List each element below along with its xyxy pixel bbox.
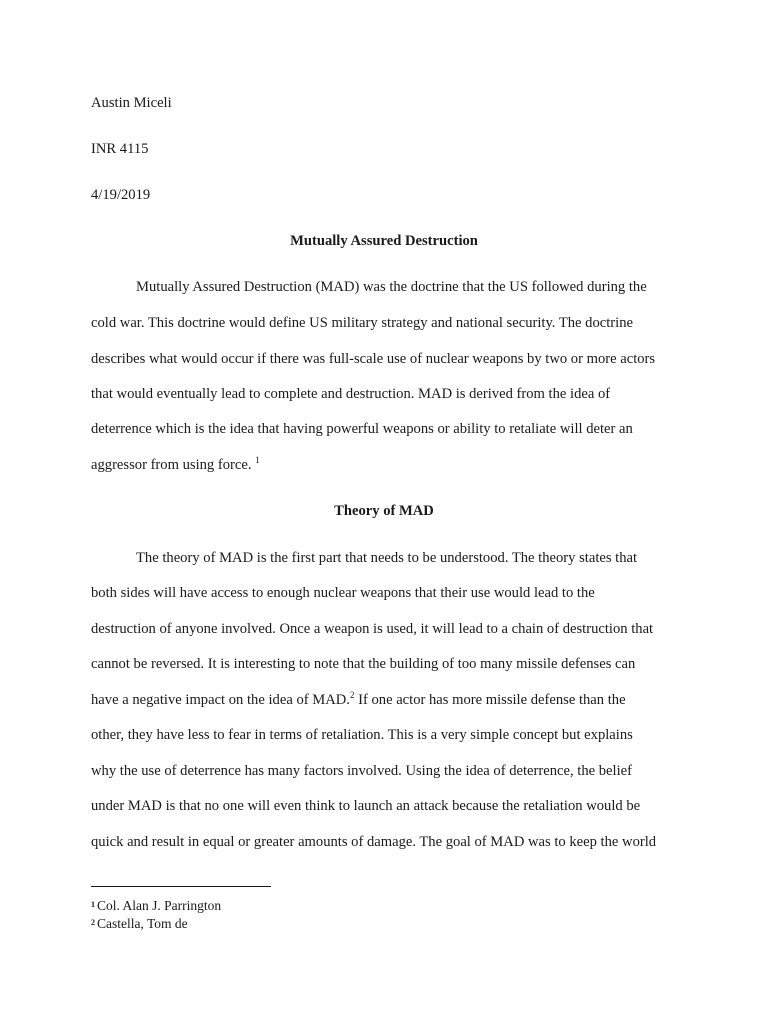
footnote-mark: 1 (91, 900, 95, 909)
paragraph-line: destruction of anyone involved. Once a weapon is used, it will lead to a chain of destruction that (91, 621, 654, 637)
footnote-ref: 1 (255, 455, 260, 466)
paragraph-line: quick and result in equal or greater amounts of damage. The goal of MAD was to keep the world (91, 834, 657, 850)
paragraph-line: deterrence which is the idea that having powerful weapons or ability to retaliate will deter an (91, 421, 633, 437)
line-text: aggressor from using force. (91, 457, 256, 473)
paragraph-line: why the use of deterrence has many factors involved. Using the idea of deterrence, the belief (91, 763, 632, 779)
author-name: Austin Miceli (91, 95, 172, 111)
footnote-ref: 2 (349, 690, 355, 701)
paragraph-line: cannot be reversed. It is interesting to note that the building of too many missile defenses can (91, 656, 636, 672)
footnote-text: Castella, Tom de (97, 916, 188, 931)
line-text: If one actor has more missile defense than the (354, 692, 626, 708)
footnote-mark: 2 (91, 918, 95, 927)
footnote-2 (91, 914, 188, 932)
paragraph-line: that would eventually lead to complete and destruction. MAD is derived from the idea of (91, 386, 611, 402)
paragraph-line: other, they have less to fear in terms of retaliation. This is a very simple concept but explains (91, 727, 633, 743)
footnote-separator (91, 886, 271, 887)
document-date: 4/19/2019 (91, 187, 151, 203)
paragraph-line (91, 691, 626, 709)
footnote-text: Col. Alan J. Parrington (97, 898, 222, 913)
paragraph-line: The theory of MAD is the first part that needs to be understood. The theory states that (136, 550, 638, 566)
course-code: INR 4115 (91, 141, 149, 157)
paragraph-line: Mutually Assured Destruction (MAD) was the doctrine that the US followed during the (136, 279, 647, 295)
document-title: Mutually Assured Destruction (290, 233, 478, 249)
paragraph-line: under MAD is that no one will even think to launch an attack because the retaliation would be (91, 798, 641, 814)
line-text: have a negative impact on the idea of MAD. (91, 692, 350, 708)
paragraph-line: describes what would occur if there was full-scale use of nuclear weapons by two or more actors (91, 351, 656, 367)
section-heading: Theory of MAD (334, 503, 434, 519)
paragraph-line (91, 456, 260, 474)
paragraph-line: cold war. This doctrine would define US military strategy and national security. The doctrine (91, 315, 633, 331)
paragraph-line: both sides will have access to enough nuclear weapons that their use would lead to the (91, 585, 595, 601)
footnote-1 (91, 896, 221, 914)
